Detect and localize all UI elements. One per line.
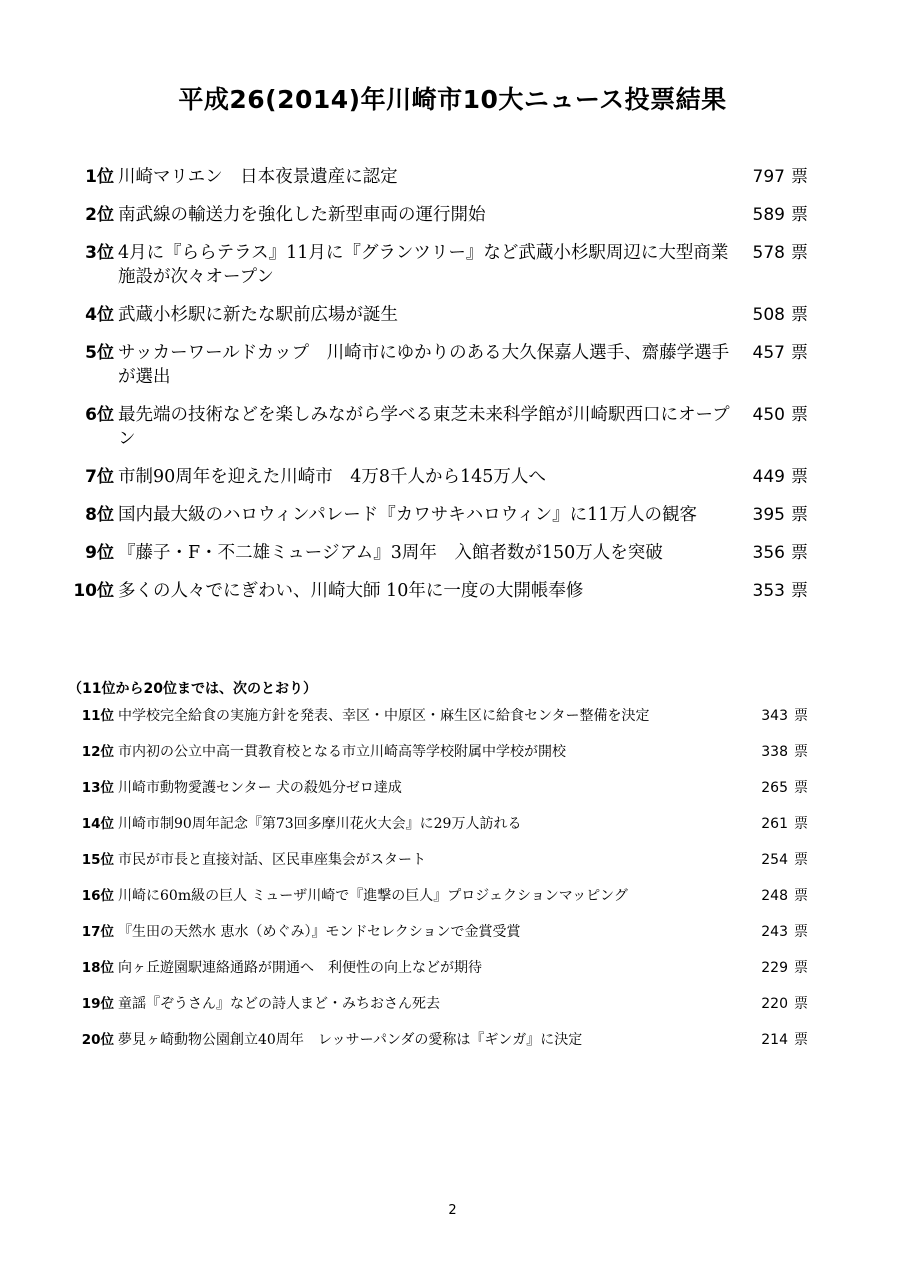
page-number: 2 — [448, 1203, 457, 1218]
vote-count — [730, 465, 808, 489]
rank-label: 7位 — [85, 467, 114, 487]
vote-number: 261 — [761, 816, 788, 832]
news-text: 川崎市動物愛護センター 犬の殺処分ゼロ達成 — [118, 780, 402, 796]
vote-number: 395 — [752, 505, 785, 525]
rank-label: 6位 — [85, 405, 114, 425]
vote-number: 254 — [761, 852, 788, 868]
vote-unit: 票 — [794, 888, 808, 904]
vote-count — [730, 886, 808, 906]
vote-unit: 票 — [791, 167, 808, 187]
vote-unit: 票 — [791, 305, 808, 325]
vote-number: 797 — [752, 167, 785, 187]
vote-count — [730, 541, 808, 565]
vote-count — [730, 579, 808, 603]
vote-count — [730, 241, 808, 265]
vote-unit: 票 — [791, 205, 808, 225]
vote-count — [730, 742, 808, 762]
list-item — [68, 579, 828, 603]
vote-number: 338 — [761, 744, 788, 760]
vote-number: 449 — [752, 467, 785, 487]
vote-unit: 票 — [791, 581, 808, 601]
rank-label: 1位 — [85, 167, 114, 187]
vote-unit: 票 — [791, 543, 808, 563]
vote-count — [730, 403, 808, 427]
list-item — [68, 706, 828, 726]
vote-number: 214 — [761, 1032, 788, 1048]
rank-label: 3位 — [85, 243, 114, 263]
news-text: 市内初の公立中高一貫教育校となる市立川崎高等学校附属中学校が開校 — [118, 744, 566, 760]
list-item — [68, 814, 828, 834]
rank-label: 16位 — [81, 888, 114, 904]
vote-number: 508 — [752, 305, 785, 325]
vote-number: 353 — [752, 581, 785, 601]
list-item — [68, 203, 828, 227]
vote-count — [730, 850, 808, 870]
list-item — [68, 994, 828, 1014]
vote-unit: 票 — [791, 405, 808, 425]
rank-label: 12位 — [81, 744, 114, 760]
vote-unit: 票 — [794, 924, 808, 940]
rank-label: 10位 — [73, 581, 114, 601]
list-item — [68, 922, 828, 942]
vote-unit: 票 — [794, 960, 808, 976]
vote-number: 229 — [761, 960, 788, 976]
vote-count — [730, 994, 808, 1014]
list-item — [68, 465, 828, 489]
rank-label: 4位 — [85, 305, 114, 325]
list-item — [68, 541, 828, 565]
ranks-11-20-list — [68, 706, 828, 1066]
vote-unit: 票 — [791, 243, 808, 263]
list-item — [68, 958, 828, 978]
news-text: 国内最大級のハロウィンパレード『カワサキハロウィン』に11万人の観客 — [118, 505, 697, 525]
vote-unit: 票 — [794, 780, 808, 796]
vote-count — [730, 203, 808, 227]
news-text: 向ヶ丘遊園駅連絡通路が開通へ 利便性の向上などが期待 — [118, 960, 482, 976]
list-item — [68, 742, 828, 762]
vote-count — [730, 303, 808, 327]
news-text: 4月に『ららテラス』11月に『グランツリー』など武蔵小杉駅周辺に大型商業施設が次々オープン — [118, 243, 729, 287]
vote-count — [730, 165, 808, 189]
vote-count — [730, 1030, 808, 1050]
vote-unit: 票 — [794, 708, 808, 724]
list-item — [68, 778, 828, 798]
rank-label: 8位 — [85, 505, 114, 525]
vote-number: 450 — [752, 405, 785, 425]
rank-label: 20位 — [81, 1032, 114, 1048]
vote-number: 578 — [752, 243, 785, 263]
rank-label: 18位 — [81, 960, 114, 976]
rank-label: 14位 — [81, 816, 114, 832]
vote-count — [730, 341, 808, 365]
list-item — [68, 850, 828, 870]
vote-unit: 票 — [794, 852, 808, 868]
vote-number: 343 — [761, 708, 788, 724]
vote-number: 243 — [761, 924, 788, 940]
list-item — [68, 886, 828, 906]
vote-number: 356 — [752, 543, 785, 563]
list-item — [68, 1030, 828, 1050]
rank-label: 15位 — [81, 852, 114, 868]
rank-label: 19位 — [81, 996, 114, 1012]
vote-unit: 票 — [794, 996, 808, 1012]
vote-unit: 票 — [791, 505, 808, 525]
news-text: 『生田の天然水 恵水（めぐみ）』モンドセレクションで金賞受賞 — [118, 924, 521, 940]
news-text: 最先端の技術などを楽しみながら学べる東芝未来科学館が川崎駅西口にオープン — [118, 405, 730, 449]
vote-number: 589 — [752, 205, 785, 225]
vote-unit: 票 — [791, 343, 808, 363]
list-item — [68, 503, 828, 527]
vote-number: 265 — [761, 780, 788, 796]
vote-count — [730, 958, 808, 978]
news-text: サッカーワールドカップ 川崎市にゆかりのある大久保嘉人選手、齋藤学選手が選出 — [118, 343, 730, 387]
rank-label: 9位 — [85, 543, 114, 563]
rank-label: 2位 — [85, 205, 114, 225]
news-text: 市制90周年を迎えた川崎市 4万8千人から145万人へ — [118, 467, 546, 487]
rank-label: 17位 — [81, 924, 114, 940]
news-text: 市民が市長と直接対話、区民車座集会がスタート — [118, 852, 426, 868]
vote-number: 457 — [752, 343, 785, 363]
vote-count — [730, 503, 808, 527]
vote-unit: 票 — [794, 1032, 808, 1048]
page-title: 平成26(2014)年川崎市10大ニュース投票結果 — [178, 85, 727, 114]
news-text: 川崎に60m級の巨人 ミューザ川崎で『進撃の巨人』プロジェクションマッピング — [118, 888, 628, 904]
news-text: 川崎市制90周年記念『第73回多摩川花火大会』に29万人訪れる — [118, 816, 522, 832]
vote-unit: 票 — [794, 816, 808, 832]
vote-count — [730, 814, 808, 834]
news-text: 夢見ヶ崎動物公園創立40周年 レッサーパンダの愛称は『ギンガ』に決定 — [118, 1032, 583, 1048]
top10-list — [68, 165, 828, 617]
list-item — [68, 341, 828, 389]
rank-label: 13位 — [81, 780, 114, 796]
rank-label: 5位 — [85, 343, 114, 363]
news-text: 武蔵小杉駅に新たな駅前広場が誕生 — [118, 305, 398, 325]
news-text: 童謡『ぞうさん』などの詩人まど・みちおさん死去 — [118, 996, 440, 1012]
news-text: 川崎マリエン 日本夜景遺産に認定 — [118, 167, 398, 187]
news-text: 多くの人々でにぎわい、川崎大師 10年に一度の大開帳奉修 — [118, 581, 584, 601]
list-item — [68, 165, 828, 189]
list-item — [68, 241, 828, 289]
rank-label: 11位 — [81, 708, 114, 724]
news-text: 『藤子・F・不二雄ミュージアム』3周年 入館者数が150万人を突破 — [118, 543, 663, 563]
vote-count — [730, 778, 808, 798]
vote-count — [730, 922, 808, 942]
list-item — [68, 303, 828, 327]
news-text: 中学校完全給食の実施方針を発表、幸区・中原区・麻生区に給食センター整備を決定 — [118, 708, 650, 724]
vote-unit: 票 — [791, 467, 808, 487]
vote-number: 220 — [761, 996, 788, 1012]
vote-count — [730, 706, 808, 726]
list-item — [68, 403, 828, 451]
vote-number: 248 — [761, 888, 788, 904]
section-heading: （11位から20位までは、次のとおり） — [68, 681, 317, 697]
news-text: 南武線の輸送力を強化した新型車両の運行開始 — [118, 205, 486, 225]
vote-unit: 票 — [794, 744, 808, 760]
